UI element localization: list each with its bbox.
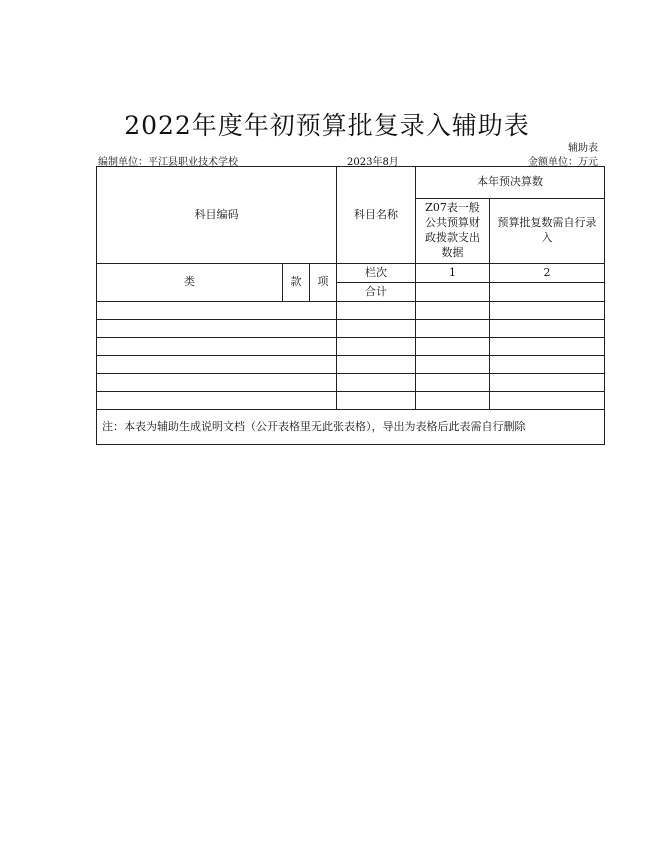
cell-col1 <box>416 356 490 374</box>
cell-name <box>337 392 416 410</box>
header-col1-label: Z07表一般公共预算财政拨款支出数据 <box>425 201 480 259</box>
header-year-budget: 本年预决算数 <box>416 167 605 199</box>
cell-col2 <box>490 320 605 338</box>
header-row-1 <box>97 167 605 199</box>
cell-name <box>337 338 416 356</box>
table-row <box>97 374 605 392</box>
cell-code <box>97 356 337 374</box>
table-row <box>97 320 605 338</box>
table-note: 注：本表为辅助生成说明文档（公开表格里无此张表格），导出为表格后此表需自行删除 <box>97 410 605 445</box>
cell-col1 <box>416 320 490 338</box>
cell-col1 <box>416 338 490 356</box>
cell-name <box>337 320 416 338</box>
header-col1 <box>416 199 490 264</box>
header-col2 <box>490 199 605 264</box>
cell-code <box>97 392 337 410</box>
report-date: 2023年8月 <box>347 157 399 168</box>
table-row <box>97 338 605 356</box>
table-row <box>97 392 605 410</box>
table-row <box>97 356 605 374</box>
table-row <box>97 302 605 320</box>
cell-col2 <box>490 374 605 392</box>
compiling-unit: 编制单位：平江县职业技术学校 <box>98 157 238 168</box>
cell-code <box>97 374 337 392</box>
table-tag: 辅助表 <box>568 143 598 154</box>
total-label: 合计 <box>337 283 416 302</box>
cell-code <box>97 338 337 356</box>
note-row <box>97 410 605 445</box>
page-title: 2022年度年初预算批复录入辅助表 <box>124 111 530 140</box>
cell-code <box>97 320 337 338</box>
cell-col2 <box>490 302 605 320</box>
cell-name <box>337 302 416 320</box>
total-col1 <box>416 283 490 302</box>
header-item: 项 <box>310 264 337 302</box>
header-subject-name: 科目名称 <box>337 167 416 264</box>
cell-col2 <box>490 338 605 356</box>
header-col2-label: 预算批复数需自行录入 <box>497 216 597 244</box>
cell-col1 <box>416 392 490 410</box>
cell-col2 <box>490 392 605 410</box>
index-row <box>97 264 605 283</box>
cell-name <box>337 356 416 374</box>
header-subject-code: 科目编码 <box>97 167 337 264</box>
header-row-index: 栏次 <box>337 264 416 283</box>
header-section: 款 <box>283 264 310 302</box>
cell-col1 <box>416 374 490 392</box>
total-col2 <box>490 283 605 302</box>
cell-col1 <box>416 302 490 320</box>
col2-number: 2 <box>490 264 605 283</box>
header-class: 类 <box>97 264 283 302</box>
cell-code <box>97 302 337 320</box>
budget-table <box>96 166 605 445</box>
amount-unit: 金额单位：万元 <box>528 157 598 168</box>
cell-col2 <box>490 356 605 374</box>
col1-number: 1 <box>416 264 490 283</box>
cell-name <box>337 374 416 392</box>
